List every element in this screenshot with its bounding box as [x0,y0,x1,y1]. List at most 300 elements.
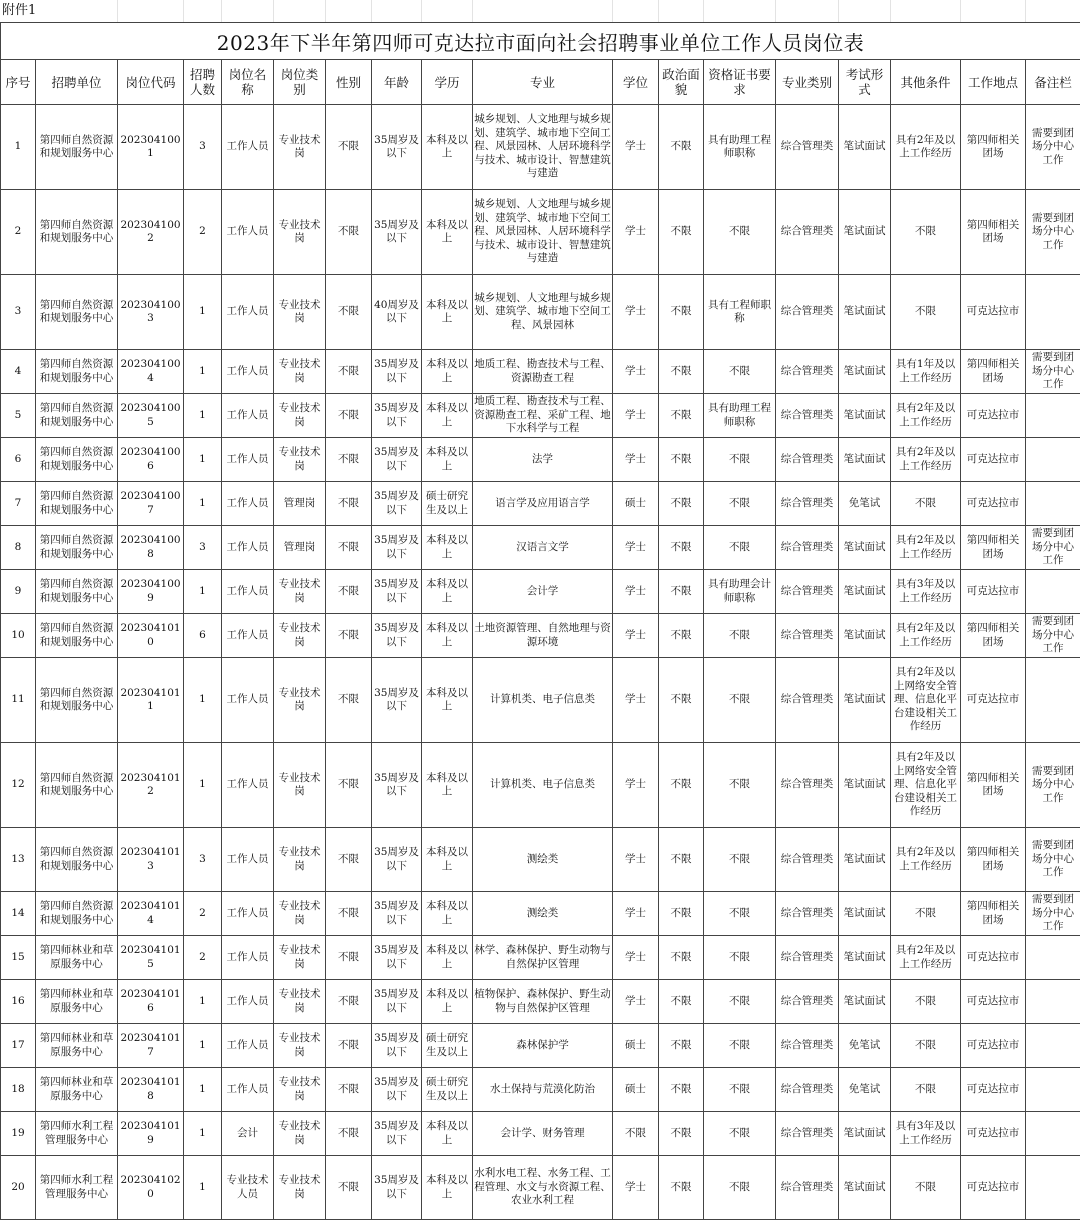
cell-gender: 不限 [326,743,372,828]
cell-category: 专业技术岗 [274,892,326,936]
cell-cert: 不限 [704,482,776,526]
cell-politics: 不限 [659,350,704,394]
table-row [1,1068,1080,1112]
cell-code: 2023041001 [118,105,184,190]
cell-location: 可克达拉市 [961,482,1026,526]
cell-major: 林学、森林保护、野生动物与自然保护区管理 [473,936,613,980]
cell-code: 2023041018 [118,1068,184,1112]
cell-unit: 第四师林业和草原服务中心 [36,936,118,980]
cell-exam: 笔试面试 [839,980,891,1024]
cell-code: 2023041009 [118,570,184,614]
cell-age: 35周岁及以下 [372,438,422,482]
cell-location: 第四师相关团场 [961,526,1026,570]
cell-gender: 不限 [326,936,372,980]
cell-major: 城乡规划、人文地理与城乡规划、建筑学、城市地下空间工程、风景园林、人居环境科学与技术、城市设计、智慧建筑与建造 [473,190,613,275]
cell-count: 1 [184,275,222,350]
cell-remark [1026,1068,1080,1112]
cell-no: 9 [1,570,36,614]
cell-no: 3 [1,275,36,350]
table-row [1,1156,1080,1220]
table-row [1,482,1080,526]
cell-major: 城乡规划、人文地理与城乡规划、建筑学、城市地下空间工程、风景园林、人居环境科学与技术、城市设计、智慧建筑与建造 [473,105,613,190]
cell-remark: 需要到团场分中心工作 [1026,743,1080,828]
cell-location: 可克达拉市 [961,438,1026,482]
cell-politics: 不限 [659,614,704,658]
cell-code: 2023041002 [118,190,184,275]
cell-remark [1026,394,1080,438]
cell-degree: 学士 [613,526,659,570]
cell-name: 工作人员 [222,892,274,936]
header-cell: 专业 [473,60,613,105]
cell-remark: 需要到团场分中心工作 [1026,190,1080,275]
cell-category: 管理岗 [274,526,326,570]
cell-cert: 具有助理会计师职称 [704,570,776,614]
cell-remark: 需要到团场分中心工作 [1026,892,1080,936]
cell-age: 35周岁及以下 [372,105,422,190]
cell-exam: 笔试面试 [839,743,891,828]
cell-edu: 硕士研究生及以上 [422,482,473,526]
cell-pro-type: 综合管理类 [776,105,839,190]
cell-pro-type: 综合管理类 [776,1156,839,1220]
attachment-label: 附件1 [2,1,36,21]
cell-code: 2023041006 [118,438,184,482]
cell-exam: 笔试面试 [839,892,891,936]
cell-exam: 笔试面试 [839,275,891,350]
table-row [1,570,1080,614]
table-row [1,892,1080,936]
cell-politics: 不限 [659,1024,704,1068]
cell-degree: 学士 [613,275,659,350]
cell-count: 3 [184,828,222,892]
title-row [0,22,1080,59]
cell-location: 可克达拉市 [961,1112,1026,1156]
cell-count: 1 [184,350,222,394]
table-row [1,614,1080,658]
cell-remark [1026,438,1080,482]
cell-other: 具有3年及以上工作经历 [891,1112,961,1156]
cell-name: 工作人员 [222,936,274,980]
cell-remark [1026,1024,1080,1068]
cell-category: 专业技术岗 [274,1024,326,1068]
header-cell: 工作地点 [961,60,1026,105]
cell-degree: 学士 [613,743,659,828]
cell-gender: 不限 [326,394,372,438]
cell-count: 1 [184,1068,222,1112]
cell-category: 专业技术岗 [274,570,326,614]
cell-remark [1026,482,1080,526]
cell-no: 14 [1,892,36,936]
header-cell: 性别 [326,60,372,105]
cell-edu: 硕士研究生及以上 [422,1068,473,1112]
table-row [1,743,1080,828]
header-cell: 年龄 [372,60,422,105]
table-row [1,394,1080,438]
cell-cert: 不限 [704,1156,776,1220]
cell-edu: 本科及以上 [422,743,473,828]
cell-name: 工作人员 [222,190,274,275]
cell-gender: 不限 [326,1024,372,1068]
cell-unit: 第四师自然资源和规划服务中心 [36,190,118,275]
cell-politics: 不限 [659,526,704,570]
table-row [1,105,1080,190]
cell-cert: 不限 [704,936,776,980]
cell-other: 不限 [891,1068,961,1112]
header-cell: 序号 [1,60,36,105]
cell-edu: 本科及以上 [422,828,473,892]
cell-gender: 不限 [326,828,372,892]
cell-degree: 学士 [613,658,659,743]
cell-code: 2023041012 [118,743,184,828]
cell-code: 2023041004 [118,350,184,394]
cell-major: 测绘类 [473,828,613,892]
cell-edu: 本科及以上 [422,658,473,743]
cell-name: 工作人员 [222,1068,274,1112]
table-row [1,275,1080,350]
cell-degree: 学士 [613,936,659,980]
cell-politics: 不限 [659,1112,704,1156]
cell-no: 4 [1,350,36,394]
cell-remark: 需要到团场分中心工作 [1026,350,1080,394]
cell-name: 工作人员 [222,275,274,350]
cell-location: 可克达拉市 [961,570,1026,614]
cell-no: 15 [1,936,36,980]
cell-no: 13 [1,828,36,892]
cell-politics: 不限 [659,892,704,936]
cell-other: 具有3年及以上工作经历 [891,570,961,614]
cell-no: 11 [1,658,36,743]
cell-name: 专业技术人员 [222,1156,274,1220]
cell-name: 工作人员 [222,482,274,526]
cell-edu: 本科及以上 [422,1156,473,1220]
cell-cert: 不限 [704,350,776,394]
cell-major: 植物保护、森林保护、野生动物与自然保护区管理 [473,980,613,1024]
cell-politics: 不限 [659,190,704,275]
cell-degree: 学士 [613,394,659,438]
cell-category: 专业技术岗 [274,658,326,743]
cell-gender: 不限 [326,438,372,482]
cell-category: 专业技术岗 [274,828,326,892]
cell-no: 16 [1,980,36,1024]
cell-other: 具有2年及以上工作经历 [891,936,961,980]
cell-politics: 不限 [659,828,704,892]
cell-major: 语言学及应用语言学 [473,482,613,526]
cell-name: 工作人员 [222,394,274,438]
cell-code: 2023041011 [118,658,184,743]
cell-age: 35周岁及以下 [372,980,422,1024]
cell-unit: 第四师自然资源和规划服务中心 [36,105,118,190]
cell-code: 2023041015 [118,936,184,980]
cell-major: 测绘类 [473,892,613,936]
cell-count: 6 [184,614,222,658]
cell-exam: 笔试面试 [839,350,891,394]
cell-major: 汉语言文学 [473,526,613,570]
cell-pro-type: 综合管理类 [776,1112,839,1156]
cell-degree: 学士 [613,438,659,482]
cell-cert: 不限 [704,828,776,892]
cell-name: 工作人员 [222,743,274,828]
cell-category: 专业技术岗 [274,438,326,482]
header-cell: 岗位代码 [118,60,184,105]
cell-unit: 第四师林业和草原服务中心 [36,1024,118,1068]
cell-unit: 第四师自然资源和规划服务中心 [36,614,118,658]
cell-other: 不限 [891,1024,961,1068]
cell-pro-type: 综合管理类 [776,743,839,828]
cell-pro-type: 综合管理类 [776,1068,839,1112]
cell-unit: 第四师自然资源和规划服务中心 [36,526,118,570]
cell-cert: 不限 [704,892,776,936]
cell-gender: 不限 [326,105,372,190]
cell-degree: 学士 [613,1156,659,1220]
cell-no: 7 [1,482,36,526]
cell-gender: 不限 [326,614,372,658]
cell-pro-type: 综合管理类 [776,980,839,1024]
cell-remark [1026,980,1080,1024]
cell-politics: 不限 [659,275,704,350]
cell-location: 可克达拉市 [961,936,1026,980]
cell-degree: 学士 [613,980,659,1024]
cell-gender: 不限 [326,482,372,526]
cell-no: 19 [1,1112,36,1156]
cell-politics: 不限 [659,570,704,614]
cell-no: 20 [1,1156,36,1220]
cell-count: 1 [184,1024,222,1068]
cell-politics: 不限 [659,980,704,1024]
cell-politics: 不限 [659,1156,704,1220]
cell-count: 3 [184,105,222,190]
cell-no: 8 [1,526,36,570]
cell-unit: 第四师自然资源和规划服务中心 [36,658,118,743]
cell-degree: 学士 [613,570,659,614]
cell-code: 2023041007 [118,482,184,526]
cell-name: 工作人员 [222,980,274,1024]
cell-degree: 硕士 [613,482,659,526]
cell-cert: 不限 [704,1024,776,1068]
cell-other: 具有2年及以上工作经历 [891,526,961,570]
cell-age: 35周岁及以下 [372,892,422,936]
header-cell: 岗位类别 [274,60,326,105]
cell-gender: 不限 [326,350,372,394]
cell-major: 森林保护学 [473,1024,613,1068]
header-cell: 考试形式 [839,60,891,105]
cell-pro-type: 综合管理类 [776,614,839,658]
cell-other: 具有2年及以上工作经历 [891,394,961,438]
cell-edu: 本科及以上 [422,892,473,936]
cell-category: 专业技术岗 [274,105,326,190]
cell-location: 可克达拉市 [961,980,1026,1024]
cell-remark: 需要到团场分中心工作 [1026,526,1080,570]
table-row [1,190,1080,275]
cell-degree: 学士 [613,828,659,892]
cell-category: 专业技术岗 [274,980,326,1024]
cell-other: 不限 [891,482,961,526]
cell-gender: 不限 [326,526,372,570]
cell-major: 计算机类、电子信息类 [473,658,613,743]
cell-code: 2023041010 [118,614,184,658]
table-row [1,1024,1080,1068]
cell-location: 可克达拉市 [961,1156,1026,1220]
cell-edu: 本科及以上 [422,936,473,980]
cell-degree: 学士 [613,350,659,394]
cell-edu: 硕士研究生及以上 [422,1024,473,1068]
cell-unit: 第四师自然资源和规划服务中心 [36,743,118,828]
cell-pro-type: 综合管理类 [776,658,839,743]
cell-category: 专业技术岗 [274,936,326,980]
cell-code: 2023041017 [118,1024,184,1068]
cell-unit: 第四师林业和草原服务中心 [36,980,118,1024]
table-row [1,350,1080,394]
cell-gender: 不限 [326,892,372,936]
cell-location: 第四师相关团场 [961,743,1026,828]
cell-edu: 本科及以上 [422,614,473,658]
cell-location: 第四师相关团场 [961,892,1026,936]
cell-pro-type: 综合管理类 [776,828,839,892]
cell-gender: 不限 [326,658,372,743]
cell-politics: 不限 [659,743,704,828]
cell-count: 2 [184,936,222,980]
cell-category: 专业技术岗 [274,350,326,394]
cell-unit: 第四师自然资源和规划服务中心 [36,350,118,394]
cell-count: 1 [184,658,222,743]
cell-major: 水土保持与荒漠化防治 [473,1068,613,1112]
cell-location: 可克达拉市 [961,1024,1026,1068]
cell-gender: 不限 [326,275,372,350]
cell-name: 工作人员 [222,614,274,658]
cell-remark: 需要到团场分中心工作 [1026,105,1080,190]
cell-remark [1026,275,1080,350]
cell-cert: 具有工程师职称 [704,275,776,350]
cell-name: 工作人员 [222,105,274,190]
cell-unit: 第四师自然资源和规划服务中心 [36,828,118,892]
cell-location: 第四师相关团场 [961,350,1026,394]
cell-code: 2023041005 [118,394,184,438]
cell-location: 可克达拉市 [961,394,1026,438]
cell-name: 工作人员 [222,526,274,570]
cell-code: 2023041014 [118,892,184,936]
cell-major: 计算机类、电子信息类 [473,743,613,828]
cell-age: 35周岁及以下 [372,1156,422,1220]
page-title: 2023年下半年第四师可克达拉市面向社会招聘事业单位工作人员岗位表 [217,27,864,56]
cell-age: 35周岁及以下 [372,743,422,828]
cell-no: 1 [1,105,36,190]
table-row [1,828,1080,892]
cell-name: 工作人员 [222,438,274,482]
cell-politics: 不限 [659,394,704,438]
cell-category: 专业技术岗 [274,190,326,275]
cell-major: 会计学、财务管理 [473,1112,613,1156]
cell-pro-type: 综合管理类 [776,438,839,482]
cell-code: 2023041008 [118,526,184,570]
cell-other: 不限 [891,980,961,1024]
top-spreadsheet-row [0,0,1080,22]
table-row [1,936,1080,980]
cell-pro-type: 综合管理类 [776,394,839,438]
cell-edu: 本科及以上 [422,438,473,482]
cell-exam: 笔试面试 [839,828,891,892]
cell-location: 可克达拉市 [961,275,1026,350]
header-cell: 备注栏 [1026,60,1080,105]
cell-other: 不限 [891,892,961,936]
cell-pro-type: 综合管理类 [776,482,839,526]
cell-category: 管理岗 [274,482,326,526]
cell-code: 2023041019 [118,1112,184,1156]
cell-pro-type: 综合管理类 [776,350,839,394]
cell-exam: 笔试面试 [839,658,891,743]
cell-other: 具有2年及以上工作经历 [891,828,961,892]
cell-unit: 第四师自然资源和规划服务中心 [36,394,118,438]
cell-pro-type: 综合管理类 [776,1024,839,1068]
cell-age: 35周岁及以下 [372,190,422,275]
cell-age: 35周岁及以下 [372,1112,422,1156]
cell-gender: 不限 [326,1112,372,1156]
cell-no: 2 [1,190,36,275]
cell-name: 工作人员 [222,1024,274,1068]
cell-degree: 学士 [613,892,659,936]
cell-cert: 不限 [704,743,776,828]
cell-exam: 笔试面试 [839,1112,891,1156]
header-cell: 岗位名称 [222,60,274,105]
cell-name: 工作人员 [222,570,274,614]
cell-degree: 硕士 [613,1024,659,1068]
grid-line [0,0,1026,22]
cell-remark [1026,658,1080,743]
cell-age: 40周岁及以下 [372,275,422,350]
cell-cert: 不限 [704,526,776,570]
cell-age: 35周岁及以下 [372,526,422,570]
cell-pro-type: 综合管理类 [776,936,839,980]
cell-category: 专业技术岗 [274,275,326,350]
cell-age: 35周岁及以下 [372,482,422,526]
cell-count: 1 [184,482,222,526]
cell-pro-type: 综合管理类 [776,570,839,614]
header-row [1,60,1080,105]
cell-count: 2 [184,892,222,936]
cell-name: 工作人员 [222,350,274,394]
cell-age: 35周岁及以下 [372,1068,422,1112]
cell-degree: 学士 [613,190,659,275]
cell-major: 地质工程、勘查技术与工程、资源勘查工程、采矿工程、地下水科学与工程 [473,394,613,438]
cell-category: 专业技术岗 [274,614,326,658]
cell-gender: 不限 [326,570,372,614]
cell-category: 专业技术岗 [274,743,326,828]
cell-category: 专业技术岗 [274,394,326,438]
table-row [1,438,1080,482]
cell-remark [1026,1112,1080,1156]
cell-cert: 不限 [704,980,776,1024]
cell-no: 10 [1,614,36,658]
cell-other: 不限 [891,190,961,275]
cell-degree: 学士 [613,614,659,658]
cell-degree: 不限 [613,1112,659,1156]
cell-politics: 不限 [659,1068,704,1112]
cell-code: 2023041016 [118,980,184,1024]
cell-exam: 笔试面试 [839,190,891,275]
cell-other: 具有2年及以上网络安全管理、信息化平台建设相关工作经历 [891,658,961,743]
table-row [1,658,1080,743]
cell-exam: 免笔试 [839,482,891,526]
cell-degree: 硕士 [613,1068,659,1112]
cell-major: 法学 [473,438,613,482]
cell-name: 会计 [222,1112,274,1156]
cell-name: 工作人员 [222,658,274,743]
cell-major: 会计学 [473,570,613,614]
cell-unit: 第四师自然资源和规划服务中心 [36,570,118,614]
cell-major: 水利水电工程、水务工程、工程管理、水文与水资源工程、农业水利工程 [473,1156,613,1220]
cell-age: 35周岁及以下 [372,828,422,892]
cell-edu: 本科及以上 [422,526,473,570]
cell-exam: 免笔试 [839,1024,891,1068]
header-cell: 招聘单位 [36,60,118,105]
cell-gender: 不限 [326,190,372,275]
